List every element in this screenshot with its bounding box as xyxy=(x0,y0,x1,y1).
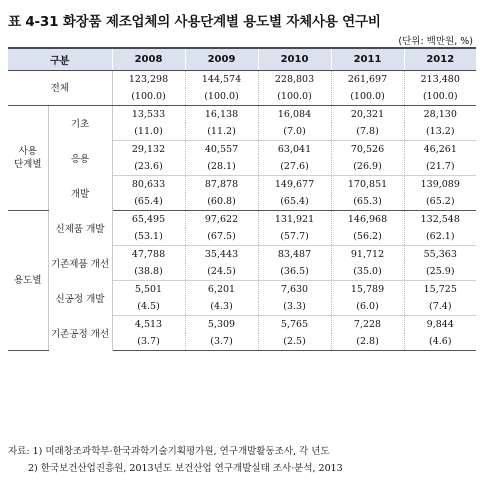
percent-cell: (7.0) xyxy=(258,123,331,141)
value-cell: 7,630 xyxy=(258,281,331,299)
header-year: 2010 xyxy=(258,48,331,71)
percent-cell: (57.7) xyxy=(258,228,331,246)
percent-cell: (4.3) xyxy=(185,298,258,316)
percent-cell: (7.4) xyxy=(404,298,476,316)
value-cell: 35,443 xyxy=(185,246,258,264)
value-cell: 83,487 xyxy=(258,246,331,264)
table-title: 표 4-31 화장품 제조업체의 사용단계별 용도별 자체사용 연구비 xyxy=(8,14,381,30)
value-cell: 91,712 xyxy=(331,246,404,264)
table-row xyxy=(8,141,476,159)
percent-cell: (27.6) xyxy=(258,158,331,176)
source-note: 2) 한국보건산업진흥원, 2013년도 보건산업 연구개발실태 조사·분석, 2013 xyxy=(28,463,343,474)
value-cell: 55,363 xyxy=(404,246,476,264)
rd-expense-table xyxy=(8,47,476,351)
value-cell: 63,041 xyxy=(258,141,331,159)
table-row xyxy=(8,246,476,264)
table-row xyxy=(8,106,476,124)
percent-cell: (2.5) xyxy=(258,333,331,351)
value-cell: 5,765 xyxy=(258,316,331,334)
percent-cell: (65.4) xyxy=(112,193,185,211)
percent-cell: (100.0) xyxy=(404,88,476,106)
header-category: 구분 xyxy=(8,48,112,71)
value-cell: 144,574 xyxy=(185,71,258,89)
value-cell: 16,138 xyxy=(185,106,258,124)
value-cell: 20,321 xyxy=(331,106,404,124)
row-label: 기존제품 개선 xyxy=(48,246,112,281)
value-cell: 6,201 xyxy=(185,281,258,299)
percent-cell: (65.4) xyxy=(258,193,331,211)
percent-cell: (100.0) xyxy=(258,88,331,106)
value-cell: 146,968 xyxy=(331,211,404,229)
percent-cell: (100.0) xyxy=(185,88,258,106)
percent-cell: (67.5) xyxy=(185,228,258,246)
value-cell: 149,677 xyxy=(258,176,331,194)
percent-cell: (11.0) xyxy=(112,123,185,141)
unit-note: (단위: 백만원, %) xyxy=(398,36,473,47)
percent-cell: (24.5) xyxy=(185,263,258,281)
value-cell: 228,803 xyxy=(258,71,331,89)
percent-cell: (60.8) xyxy=(185,193,258,211)
percent-cell: (3.7) xyxy=(112,333,185,351)
row-label: 기존공정 개선 xyxy=(48,316,112,351)
percent-cell: (35.0) xyxy=(331,263,404,281)
percent-cell: (26.9) xyxy=(331,158,404,176)
value-cell: 131,921 xyxy=(258,211,331,229)
group-label-line: 사용 xyxy=(18,146,37,157)
value-cell: 4,513 xyxy=(112,316,185,334)
row-label: 개발 xyxy=(48,176,112,211)
table-body xyxy=(8,71,476,351)
value-cell: 46,261 xyxy=(404,141,476,159)
row-label: 기초 xyxy=(48,106,112,141)
percent-cell: (100.0) xyxy=(331,88,404,106)
group-label-purpose: 용도별 xyxy=(8,211,48,351)
group-label-line: 단계별 xyxy=(13,159,42,170)
percent-cell: (38.8) xyxy=(112,263,185,281)
value-cell: 65,495 xyxy=(112,211,185,229)
value-cell: 13,533 xyxy=(112,106,185,124)
value-cell: 87,878 xyxy=(185,176,258,194)
header-row xyxy=(8,48,476,71)
percent-cell: (23.6) xyxy=(112,158,185,176)
row-label: 신공정 개발 xyxy=(48,281,112,316)
value-cell: 123,298 xyxy=(112,71,185,89)
table-row xyxy=(8,316,476,334)
percent-cell: (2.8) xyxy=(331,333,404,351)
value-cell: 28,130 xyxy=(404,106,476,124)
percent-cell: (65.3) xyxy=(331,193,404,211)
table-row xyxy=(8,281,476,299)
percent-cell: (4.6) xyxy=(404,333,476,351)
value-cell: 47,788 xyxy=(112,246,185,264)
header-year: 2008 xyxy=(112,48,185,71)
header-year: 2011 xyxy=(331,48,404,71)
percent-cell: (4.5) xyxy=(112,298,185,316)
percent-cell: (56.2) xyxy=(331,228,404,246)
source-note: 자료: 1) 미래창조과학부·한국과학기술기획평가원, 연구개발활동조사, 각 년도 xyxy=(8,446,330,457)
percent-cell: (6.0) xyxy=(331,298,404,316)
value-cell: 7,228 xyxy=(331,316,404,334)
header-year: 2012 xyxy=(404,48,476,71)
value-cell: 15,789 xyxy=(331,281,404,299)
percent-cell: (7.8) xyxy=(331,123,404,141)
value-cell: 29,132 xyxy=(112,141,185,159)
row-label: 신제품 개발 xyxy=(48,211,112,246)
value-cell: 80,633 xyxy=(112,176,185,194)
percent-cell: (11.2) xyxy=(185,123,258,141)
source-notes xyxy=(8,443,343,477)
value-cell: 5,501 xyxy=(112,281,185,299)
value-cell: 5,309 xyxy=(185,316,258,334)
row-label: 응용 xyxy=(48,141,112,176)
value-cell: 40,557 xyxy=(185,141,258,159)
value-cell: 213,480 xyxy=(404,71,476,89)
percent-cell: (21.7) xyxy=(404,158,476,176)
percent-cell: (3.7) xyxy=(185,333,258,351)
value-cell: 170,851 xyxy=(331,176,404,194)
table-row xyxy=(8,211,476,229)
row-label-total: 전체 xyxy=(8,71,112,106)
value-cell: 9,844 xyxy=(404,316,476,334)
group-label-stage xyxy=(8,106,48,211)
percent-cell: (62.1) xyxy=(404,228,476,246)
value-cell: 15,725 xyxy=(404,281,476,299)
header-year: 2009 xyxy=(185,48,258,71)
percent-cell: (53.1) xyxy=(112,228,185,246)
value-cell: 16,084 xyxy=(258,106,331,124)
percent-cell: (13.2) xyxy=(404,123,476,141)
percent-cell: (28.1) xyxy=(185,158,258,176)
percent-cell: (100.0) xyxy=(112,88,185,106)
value-cell: 139,089 xyxy=(404,176,476,194)
percent-cell: (36.5) xyxy=(258,263,331,281)
percent-cell: (65.2) xyxy=(404,193,476,211)
value-cell: 261,697 xyxy=(331,71,404,89)
percent-cell: (3.3) xyxy=(258,298,331,316)
value-cell: 97,622 xyxy=(185,211,258,229)
table-row xyxy=(8,71,476,89)
value-cell: 70,526 xyxy=(331,141,404,159)
table-row xyxy=(8,176,476,194)
value-cell: 132,548 xyxy=(404,211,476,229)
percent-cell: (25.9) xyxy=(404,263,476,281)
